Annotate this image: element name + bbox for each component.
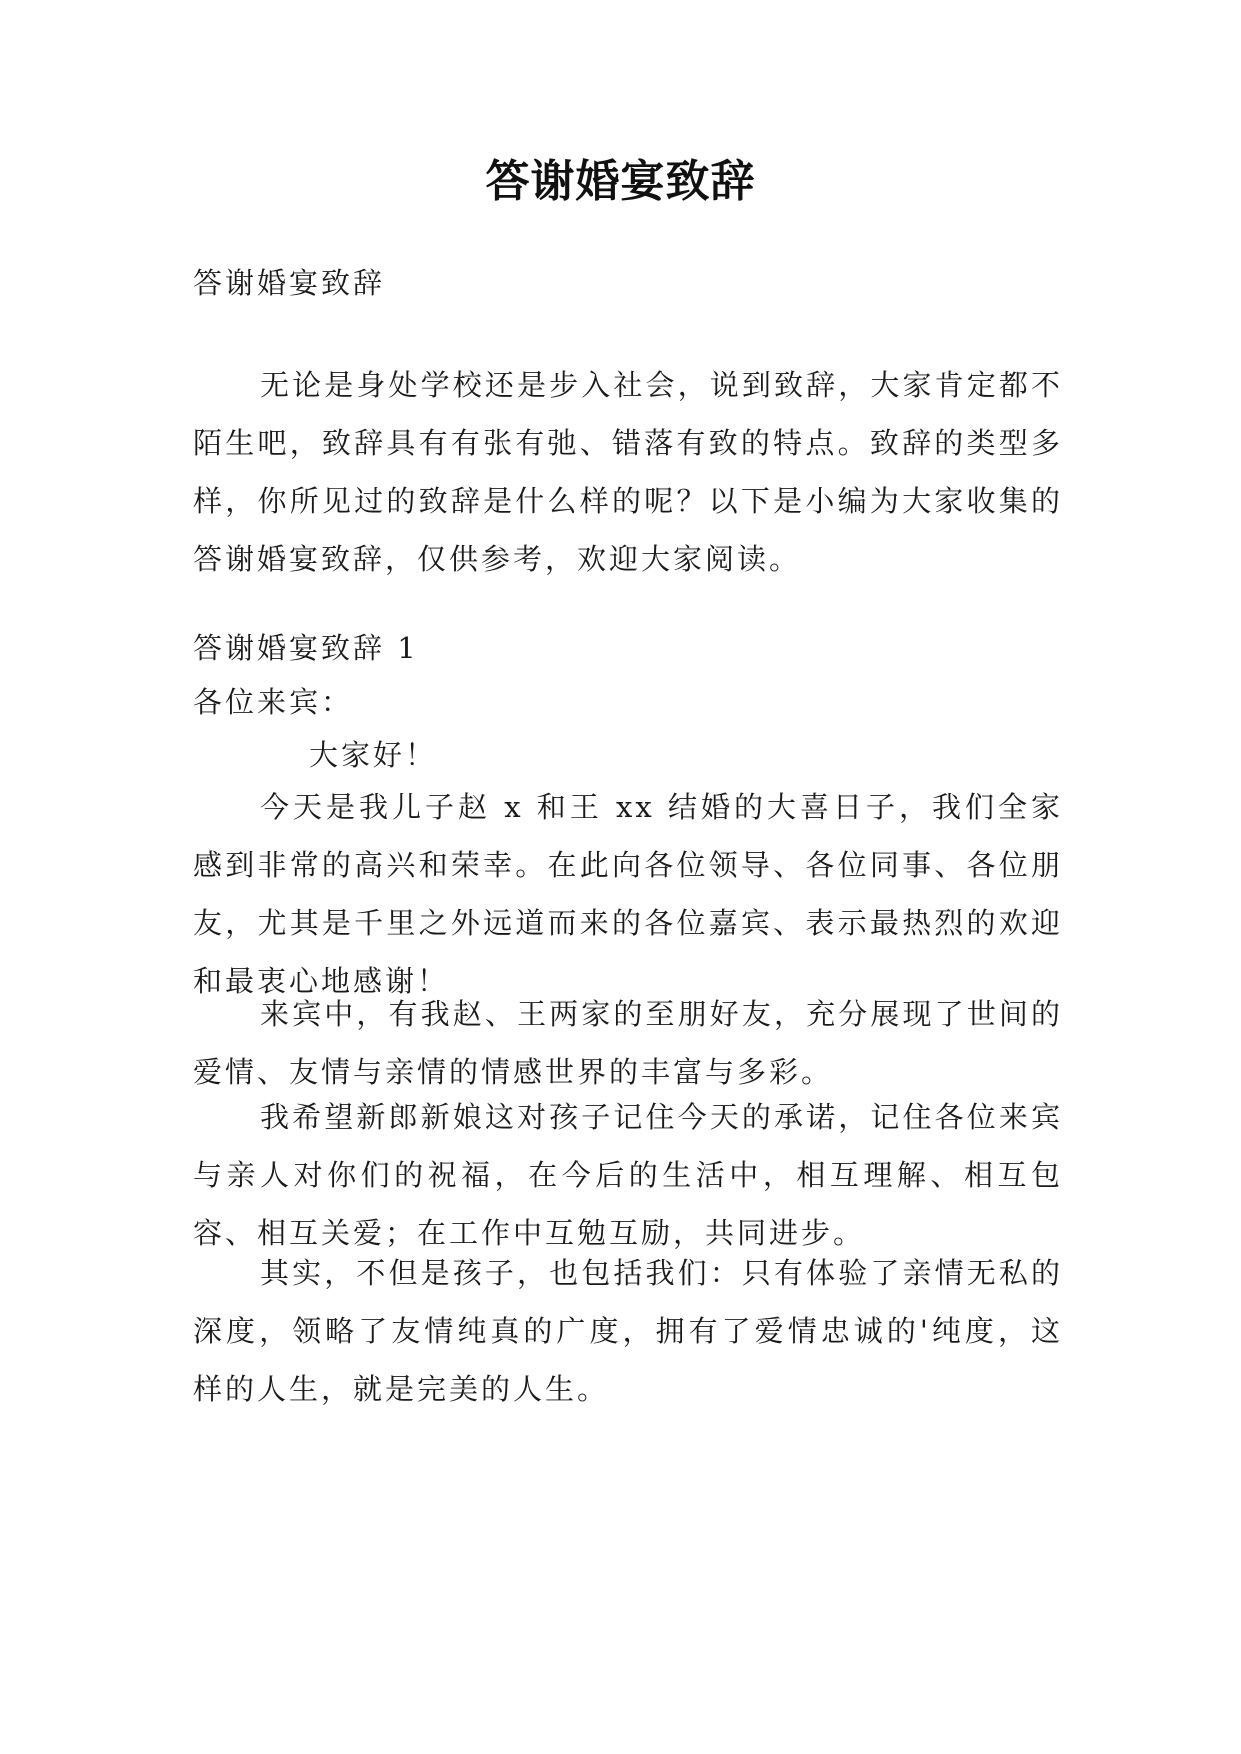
document-title: 答谢婚宴致辞 <box>485 156 756 207</box>
section-heading: 答谢婚宴致辞 1 <box>193 631 419 665</box>
paragraph-2: 来宾中，有我赵、王两家的至朋好友，充分展现了世间的爱情、友情与亲情的情感世界的丰富与多彩。 <box>193 997 1063 1089</box>
paragraph-1: 今天是我儿子赵 x 和王 xx 结婚的大喜日子，我们全家感到非常的高兴和荣幸。在此向各位领导、各位同事、各位朋友，尤其是千里之外远道而来的各位嘉宾、表示最热烈的欢迎和最衷心地感谢！ <box>193 790 1063 998</box>
intro-paragraph: 无论是身处学校还是步入社会，说到致辞，大家肯定都不陌生吧，致辞具有有张有弛、错落有致的特点。致辞的类型多样，你所见过的致辞是什么样的呢？以下是小编为大家收集的答谢婚宴致辞，仅供参考，欢迎大家阅读。 <box>193 368 1063 576</box>
paragraph-3: 我希望新郎新娘这对孩子记住今天的承诺，记住各位来宾与亲人对你们的祝福，在今后的生活中，相互理解、相互包容、相互关爱；在工作中互勉互励，共同进步。 <box>193 1100 1063 1250</box>
greeting: 大家好！ <box>309 738 438 772</box>
salutation: 各位来宾： <box>193 685 354 719</box>
paragraph-4: 其实，不但是孩子，也包括我们：只有体验了亲情无私的深度，领略了友情纯真的广度，拥有了爱情忠诚的'纯度，这样的人生，就是完美的人生。 <box>193 1256 1063 1406</box>
document-subtitle: 答谢婚宴致辞 <box>193 266 386 300</box>
